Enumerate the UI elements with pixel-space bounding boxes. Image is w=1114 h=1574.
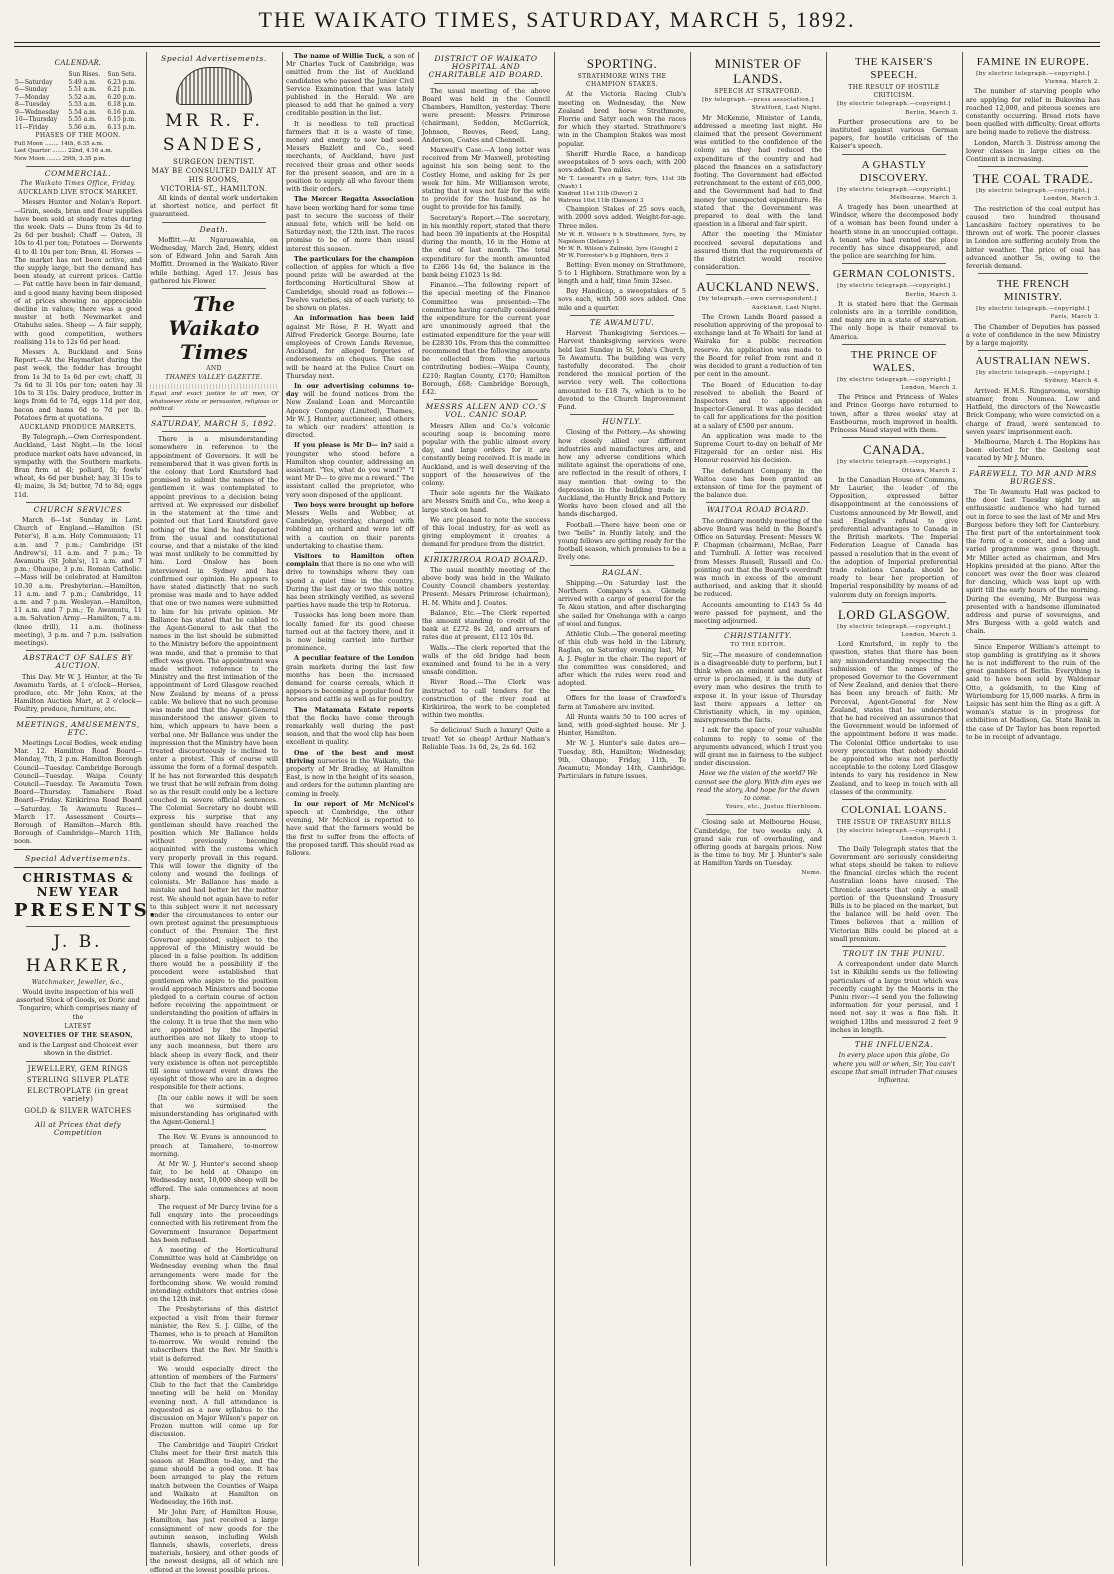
divider [842,344,946,345]
harker-footer: All at Prices that defy Competition [34,1120,122,1137]
divider [162,431,266,432]
calendar-day: 7—Monday [15,93,50,101]
letter-signature: Yours, etc., Justus Hierbloom. [725,804,822,811]
calendar-header-row [14,71,142,79]
special-ads-title: Special Advertisements. [161,54,267,63]
dentist-teeth-illustration [176,67,252,105]
news-item: said a youngster who stood before a Hamilton shop counter, addressing an assistant. "Yes, what do you want?" "I want Mr D— to give me a reward." The assistant called the proprietor, who very soon disposed of the applicant. [286,441,414,499]
divider [26,166,130,167]
calendar-head-cell [14,71,67,79]
australian-heading: AUSTRALIAN NEWS. [975,355,1091,368]
divider [842,946,946,947]
minister-body: After the meeting the Minister received several deputations and assured them that the requirements of the district would receive consideration. [694,230,822,272]
dateline-place: Paris, March 3. [1050,314,1100,321]
loans-heading: COLONIAL LOANS. [841,804,947,817]
divider [434,399,538,400]
news-item: that the flocks have come through remarkably well during the past season, and that the wool clip has been excellent in quality. [286,713,414,747]
calendar-head-cell: Sun Rises. [68,71,101,78]
sunset: 6.16 p.m. [107,108,137,116]
column-7 [830,52,963,1566]
harker-name: J. B. HARKER, [25,931,131,976]
te-awamutu-body: Harvest Thanksgiving Services.—Harvest thanksgiving services were held last Sunday in St. John's Church, Te Awamutu. The building was very tastefully decorated. The choir rendered the musical portion of the service very well. The collections amounted to £18 7s, which is to be devoted to the Church Improvement Fund. [558,329,686,411]
harker-trade: Watchmaker, Jeweller, &c., [31,978,125,986]
news-item: The Rev. W. Evans is announced to preach at Tamahere, to-morrow morning. [150,1133,278,1158]
calendar-day: 8—Tuesday [15,101,51,108]
sunset: 6.18 p.m. [107,101,137,108]
column-5 [558,52,691,1566]
signature: Nemo. [801,869,822,876]
news-lead: The Matamata Estate reports [294,705,414,714]
divider [706,628,810,629]
moon-row: Last Quarter ........ 22nd, 4.16 a.m. [14,148,113,155]
influenza-heading: THE INFLUENZA. [854,1040,934,1050]
german-heading: GERMAN COLONISTS. [832,268,956,281]
news-item: The request of Mr Darcy Irvine for a full enquiry into the proceedings connected with his retirement from the Government Insurance Department has been refused. [150,1202,278,1244]
dateline-place: Auckland, Last Night. [751,304,822,311]
famine-heading: FAMINE IN EUROPE. [976,56,1090,68]
coal-body: The restriction of the coal output has caused two hundred thousand Lancashire factory operatives to be thrown out of work. The poorer classes in London are suffering acutely from the bitter weather. The price of coal has advanced another 5s, owing to the feverish demand. [966,204,1100,271]
race-result: Mr W. R. Wilson's b h Strathmore, 5yrs, by Napoleon (Delaney) 1 [558,231,686,246]
moon-row: New Moon ........ 29th, 3.35 p.m. [14,155,106,162]
calendar-title: CALENDAR. [54,58,102,67]
huntly-body: Closing of the Pottery.—As showing how closely allied our different industries and manufactures are, and how any adverse conditions which militate against the operations of one, are reflected in the result of others, I may mention that owing to the depression in the building trade in Auckland, the Huntly Brick and Pottery Works have been closed and all the hands discharged. [558,428,686,519]
telegraph-line: [by electric telegraph.—copyright.] [976,71,1090,77]
kirikiriroa-item: River Road.—The Clerk was instructed to call tenders for the construction of the river road at Kirikiriroa, the work to be completed within two months. [422,678,550,720]
australian-body: Arrived: H.M.S. Ringarooma, worship steamer, from Noumea. Low and Hatfield, the directors of the Newcastle Brick Company, who were convicted on a charge of fraud, were sentenced to seven years' imprisonment each. [966,386,1100,436]
allen-body: Messrs Allen and Co.'s volcanic scouring soap is becoming more popular with the public almost every day, and large orders for it are constantly being received. It is made in Auckland, and is well deserving of the support of the housewives of the colony. [422,421,550,487]
meetings-body: Meetings Local Bodies, week ending Mar. 12. Hamilton Road Board—Monday, 7th, 2 p.m. Hamilton Borough Council—Tuesday. Cambridge Borough Council—Tuesday. Waipa County Council—Tuesday. Te Awamutu Town Board—Thursday. Tamahere Road Board—Friday. Kirikiriroa Road Board—Saturday. Te Awamutu Races—March 17. Assessment Courts—Borough of Hamilton—March 8th. Borough of Cambridge—March 11th, noon. [14,739,142,846]
list-item: ELECTROPLATE (in great variety) [27,1087,129,1104]
list-item: STERLING SILVER PLATE [26,1075,130,1084]
dentist-address: VICTORIA-ST., HAMILTON. [160,184,268,193]
calendar-row [14,116,142,124]
moon-title: PHASES OF THE MOON. [35,132,121,139]
hospital-item: Finance.—The following report of the special meeting of the Finance Committee was presented:—The committee having carefully considered the expenditure for the current year are unanimously agreed that the estimated expenditure for the year will be £2830 10s. From this the committee recommend that the following amounts be collected from the various contributing bodies:—Waipa County, £210; Raglan County, £170; Hamilton Borough, £68; Cambridge Borough, £42. [422,281,550,396]
death-title: Death. [199,224,229,234]
race-result: Kindred 11st 11lb (Duvcr) 2 [558,190,638,197]
loans-sub: THE ISSUE OF TREASURY BILLS [836,819,952,827]
paper-title: The Waikato Times [168,292,260,365]
minister-sub: SPEECH AT STRATFORD. [714,88,802,95]
sporting-race: Sheriff Hurdle Race, a handicap sweepstakes of 5 sovs each, with 200 sovs added. Two miles. [558,149,686,175]
hospital-item: Maxwell's Case.—A long letter was received from Mr Maxwell, protesting against his son being sent to the Costley Home, and asking for 2s per week for him. Mr Williamson wrote, stating that it was not fair for the wife to provide for the husband, as he ought to provide for his family. [422,146,550,212]
canada-body: In the Canadian House of Commons, Mr Laurier, the leader of the Opposition, expressed bitter disappointment at the concessions of Customs announced by Mr Bowell, and said England's refusal to give preferential advantages to Canada in the British markets. The Imperial Federation League of Canada has passed a resolution that in the event of the adoption of Imperial preferential trade relations Canada should be ready to bear her proportion of Imperial responsibility by means of ad valorem duty on foreign imports. [830,475,958,599]
editorial: There is a misunderstanding somewhere in reference to the appointment of Governors. It will be remembered that it was given forth in the colony that Lord Knutsford had promised to submit the names of the gentlemen it was contemplated to appoint previous to a decision being arrived at. We expressed our disbelief in the statement at the time and pointed out that Lord Knutsford gave nothing of the kind he had departed from the usual and constitutional course, and that a mistake of the kind was most unlikely to be committed by him. Lord Onslow has been interviewed in Sydney and has confirmed our opinion. He appears to have stated distinctly that no such promise was made and to have added that one or two names were submitted to him for his private opinion. Mr Ballance has stated that he cabled to the Agent-General to ask that the names in the list should be submitted to the Ministry before the appointment was made, and that a promise to that effect was given. The appointment was made without reference to the Ministry and the first intimation of the appointment of Lord Glasgow reached New Zealand by means of a press cable. We believe that no such promise was made and that the Agent-General misunderstood the answer given to him, which appears to have been a verbal one. Mr Ballance was under the impression that the Ministry have been treated discourteously is inclined to enter a protest. This of course will assume the form of a formal despatch. If he has not forwarded this despatch we trust that he will refrain from doing so as the result could only be a lecture couched in severe official sentences. The Colonial Secretary no doubt will express his surprise that any gentleman should have reached the position which Mr Ballance holds without previously becoming acquainted with the customs which very properly prevail in this regard. This will lower the dignity of the colony and wound the feelings of colonists. Mr Ballance has made a mistake and had better let the matter rest. We should not again have to refer to this subject were it not necessary under the circumstances to enter our own protest against the presumptuous conduct of the Premier. The first Governor appointed, subject to the approval of the Ministry would be placed in a false position. In addition there would be a possibility if the precedent were established that gentlemen who aspire to the position would approach Ministers and become pledged to a certain course of action before receiving the appointment or understanding the position of affairs in the colony. It is true that the men who are appointed by the Imperial authorities are not likely to stoop to any such meanness, but there are black sheep in every flock, and their very existence is often not perceptible till some untoward event draws the eyesight of those who are in a degree responsible for their actions. [150,435,278,1092]
telegraph-line: [by electric telegraph.—copyright.] [976,306,1090,313]
news-item: grain markets during the last few months has been the increased demand for coarse cereals, which it appears is becoming a popular food for horses and cattle as well as for poultry. [286,662,414,704]
list-item: GOLD & SILVER WATCHES [24,1106,132,1115]
news-item: We would especially direct the attention of members of the Farmers' Club to the fact that the Cambridge meeting will be held on Monday evening next. A full attendance is requested as a new syllabus to the discussion on Major Wilson's paper on Frozen mutton will come up for discussion. [150,1364,278,1439]
news-item: Tussocks has long been more than locally famed for its good cheese turned out at the factory there, and it is now being carried into further prominence. [286,611,414,653]
australian-body: Melbourne, March 4. The Hopkins has been elected for the Geelong seat vacated by Mr J. Munro. [966,437,1100,463]
calendar-day: 9—Wednesday [15,108,60,116]
raglan-body: Athletic Club.—The general meeting of this club was held in the Library, Raglan, on Saturday evening last, Mr A. J. Pegler in the chair. The report of the committee was considered, and after which the rules were read and adopted. [558,630,686,688]
column-2 [150,52,283,1574]
calendar-row [14,109,142,117]
news-item: against Mr Rose, P. H. Wyatt and Alfred Frederick George Bourne, late employees of Crown Lands Revenue, Auckland, for alleged forgeries of endorsements on cheques. The case will be heard at the Police Court on Thursday next. [286,322,414,380]
masthead-rule-2 [14,46,1100,47]
column-8 [966,52,1100,1566]
ghastly-body: A tragedy has been unearthed at Windsor, where the decomposed body of a woman has been found under a hearth stone in an unoccupied cottage. A tenant who had rented the place recently has since disappeared, and the police are searching for him. [830,203,958,261]
auckland-stock-title: AUCKLAND LIVE STOCK MARKET. [18,189,138,197]
waitoa-body: Accounts amounting to £143 5s 4d were passed for payment, and the meeting adjourned. [694,600,822,625]
divider [26,650,130,651]
news-item: have been working hard for some time past to secure the success of their annual fete, which will be held on Saturday next, the 12th inst. The races promise to be of more than usual interest this season. [286,203,414,253]
news-lead: A peculiar feature of the London [294,654,414,663]
dateline: SATURDAY, MARCH 5, 1892. [151,419,277,429]
kirikiriroa-item: Walls.—The clerk reported that the walls of the old bridge had been examined and found to be in a very unsafe condition. [422,643,550,677]
divider [162,416,266,417]
special-ads-box [14,849,142,868]
news-item: Messrs Wells and Webber, at Cambridge, yesterday, charged with robbing an orchard and were let off with a caution on their parents undertaking to chastise them. [286,508,414,550]
dentist-line: MAY BE CONSULTED DAILY AT HIS ROOMS, [151,167,277,184]
sunrise: 5.54 a.m. [68,108,97,116]
trout-body: A correspondent under date March 1st in Kihikihi sends us the following particulars of a large trout which was recently caught by the Maoris in the Puniu river:—I send you the following information for your perusal, and I need not say it was a fine fish. It weighed 13lbs and measured 2 feet 9 inches in length. [830,960,958,1034]
divider [842,602,946,603]
divider [842,1037,946,1038]
dentist-name: MR R. F. SANDES, [162,111,266,156]
news-item: The Presbyterians of this district expected a visit from their former minister, the Rev. S. J. Gillie, of the Thames, who is to preach at Hamilton to-morrow. We would remind the subscribers that the Rev. Mr Smith's visit is deferred. [150,1305,278,1363]
column-4 [422,52,555,1566]
masthead [0,0,1114,40]
race-result: Mr T. Leonard's ch g Satyr, 6yrs, 11st 3lb (Nash) 1 [558,176,686,190]
news-item: a son of Mr Charles Tuck of Cambridge, was omitted from the list of Auckland candidates who passed the Junior Civil Service Examination that was lately published in the Herald. We are pleased to add that he gained a very creditable position in the list. [286,52,414,118]
news-lead: In our report of Mr McNicol's [294,799,414,808]
minister-heading: MINISTER OF LANDS. [714,56,802,86]
christianity-poem: Have we the vision of the world? We cannot see the glory. With dim eyes we read the story, And hope for the dawn to come. [694,769,822,803]
news-item: At Mr W. J. Hunter's second sheep fair, to be held at Ohaupo on Wednesday next, 10,000 sheep will be offered. The sale commences at noon sharp. [150,1159,278,1201]
sunset: 6.21 p.m. [107,86,137,93]
dateline-place: Berlin, March 3. [905,291,958,298]
french-body: The Chamber of Deputies has passed a vote of confidence in the new Ministry by a large majority. [966,322,1100,348]
christianity-letter: Sir,—The measure of condemnation is a disagreeable duty to perform, but I think when an eminent and manifest error is proclaimed, it is the duty of every man who desires the truth to expose it. In your issue of Thursday last there appears a letter on Christianity which, in my opinion, misrepresents the facts. [694,650,822,725]
local-notice: Mr W. J. Hunter's sale dates are—Tuesday, 8th, Hamilton; Wednesday, 9th, Ohaupo; Friday, 11th, Te Awamutu; Monday 14th, Cambridge. Particulars in future issues. [558,739,686,781]
divider [978,350,1088,351]
telegraph-line: [by electric telegraph.—copyright.] [837,376,951,383]
farewell-heading: FAREWELL TO MR AND MRS BURGESS. [969,468,1097,486]
kirikiriroa-heading: KIRIKIRIROA ROAD BOARD. [423,554,549,564]
divider [26,717,130,718]
sporting-heading: SPORTING. [586,56,658,71]
auckland-stock-body: Messrs Hunter and Nolan's Report.—Grain, seeds, bran and flour supplies have been sold at steady rates during the week. Oats — Duns from 2s 4d to 2s 6d per bushel; Chaff — Oaten, 3l 10s to 4l per ton; Potatoes — Derwents 4l to 4l 10s per ton; Bran, 4l. Horses — The market has not been active, and the supply large, but the demand has been steady, at current prices. Cattle — Fat cattle have been in fair demand, and a good many having been disposed of at prices showing no appreciable decline in values; there was a good muster at both Newmarket and Otahuhu sales. Sheep — A fair supply, with good competition, wethers realising 11s to 12s 6d per head. [14,198,142,346]
special-ads-title: Special Advertisements. [25,853,131,863]
dentist-title: SURGEON DENTIST. [172,158,256,167]
divider [842,154,946,155]
glasgow-body: Lord Knutsford, in reply to the question, states that there has been any misunderstanding respecting the submission of the names of the proposed Governor to the Government of New Zealand, and denies that there has been any breach of faith. Mr Perceval, Agent-General for New Zealand, states that he understood that he had received an assurance that the Government would be informed of the appointment before it was made. The Colonial Office undertake to use every precaution that nobody should be appointed who was not perfectly acceptable to the colony. Lord Glasgow intends to vary his residence in New Zealand, and to keep in touch with all classes of the community. [830,640,958,796]
divider [706,274,810,275]
divider [26,926,130,927]
sunrise: 5.49 a.m. [68,78,97,86]
church-title: CHURCH SERVICES [33,504,123,514]
hospital-body: The usual meeting of the above Board was held in the Council Chambers, Hamilton, yesterday. There were present: Messrs Primrose (chairman), Seddon, McGarrick, Johnson, Reeves, Reed, Lang, Anderson, Coates and Chennell. [422,86,550,144]
te-awamutu-heading: TE AWAMUTU. [589,317,655,327]
divider [978,273,1088,274]
dateline-place: London, March 3. [901,631,958,638]
telegraph-line: [by electric telegraph.—copyright.] [976,370,1090,377]
auckland-news-heading: AUCKLAND NEWS. [696,279,820,295]
news-lead: The name of Willie Tuck, [294,52,386,60]
telegraph-line: [by electric telegraph.—copyright.] [837,186,951,193]
divider [842,799,946,800]
kaiser-heading: THE KAISER'S SPEECH. [855,56,933,81]
telegraph-line: [by electric telegraph.—copyright.] [837,623,951,630]
editorial-note: [In our cable news it will be seen that we surmised the misunderstanding has originated with the Agent-General.] [150,1093,278,1127]
news-lead: An information has been laid [294,314,414,323]
abstract-title: ABSTRACT OF SALES BY AUCTION. [23,653,133,671]
news-item: The Cambridge and Taupiri Cricket Clubs meet for their first match this season at Hamilton to-day, and the game should be a good one. It has been arranged to play the return match between the Counties of Waipa and Waikato at Hamilton on Wednesday, the 16th inst. [150,1440,278,1507]
glasgow-heading: LORD GLASGOW. [837,606,951,622]
paper-and: AND [206,365,222,373]
news-item: will be found notices from the New Zealand Loan and Mercantile Agency Company (Limited), Thames, Mr W. J. Hunter, auctioneer, and others to which our readers' attention is directed. [286,390,414,440]
harker-body: Would invite inspection of his well assorted Stock of Goods, ex Doric and Tongariro, which comprises many of the [16,988,140,1021]
calendar-row [14,79,142,87]
telegraph-line: [by electric telegraph.—copyright.] [837,828,951,835]
ghastly-heading: A GHASTLY DISCOVERY. [859,158,929,184]
influenza-poem: In every place upon this globe, Go where you will or when, Sir, You can't escape that small intruder That causes influenza. [830,1051,958,1084]
divider [842,263,946,264]
french-heading: THE FRENCH MINISTRY. [996,278,1070,304]
sunrise: 5.52 a.m. [68,93,97,101]
news-item: collection of apples for which a five pound prize will be awarded at the forthcoming Horticultural Show at Cambridge, should read as follows:—Twelve varieties, six of each variety, to be shown on plates. [286,263,414,313]
dateline-place: Berlin, March 3. [905,109,958,116]
divider [570,565,674,566]
presents-heading: PRESENTS. [14,899,159,921]
christianity-letter: I ask for the space of your valuable columns to reply to some of the arguments advanced, which I trust you will grant me in fairness to the subject under discussion. [694,726,822,768]
divider [26,502,130,503]
news-item: It is needless to tell practical farmers that it is a waste of time, money and energy to sow bad seed. Messrs Hazlett and Co., seed merchants, of Auckland, have just received their grass and other seeds for the present season, and are in a position to supply all who favour them with their orders. [286,119,414,194]
church-body: March 6—1st Sunday in Lent. Church of England.—Hamilton (St Peter's), 8 a.m. Holy Communion; 11 a.m. and 7 p.m.; Cambridge (St Andrew's), 11 a.m. and 7 p.m.; Te Awamutu (St John's), 11 a.m. and 7 p.m.; Ohaupo, 3 p.m. Roman Catholic.—Mass will be celebrated at Hamilton 10.30 a.m. Presbyterian.—Hamilton, 11 a.m. and 7 p.m.; Cambridge, 11 a.m. and 7 p.m. Wesleyan.—Hamilton, 11 a.m. and 7 p.m.; Te Awamutu, 11 a.m. Salvation Army.—Hamilton, 7 a.m. (knee drill), 11 a.m. (holiness meeting), 3 p.m. and 7 p.m. (salvation meetings). [14,515,142,647]
raglan-body: Shipping.—On Saturday last the Northern Company's s.s. Glenelg arrived with a cargo of general for the Te Akau station, and after discharging she sailed for Onehunga with a cargo of wool and fungus. [558,578,686,628]
telegraph-line: [by electric telegraph.—copyright.] [837,283,951,290]
sporting-race: Bay Handicap, a sweepstakes of 5 sovs each, with 500 sovs added. One mile and a quarter. [558,287,686,312]
christianity-sub: TO THE EDITOR. [730,642,786,649]
calendar-row [14,86,142,94]
sporting-race: Champion Stakes of 25 sovs each, with 2000 sovs added. Weight-for-age. Three miles. [558,205,686,230]
telegraph-line: [by telegraph.—own correspondent.] [699,296,817,303]
column-6 [694,52,827,1566]
masthead-rule [14,42,1100,43]
race-result: Watrous 10st 11lb (Dawson) 3 [558,198,644,205]
novelties: NOVELTIES OF THE SEASON, [22,1032,134,1040]
dateline-place: Melbourne, March 3. [890,194,958,201]
calendar-row [14,101,142,109]
divider [162,1129,266,1130]
paper-sub: THAMES VALLEY GAZETTE. [165,374,263,382]
allen-body: Their sole agents for the Waikato are Messrs Smith and Co., who keep a large stock on hand. [422,489,550,514]
sunrise: 5.53 a.m. [68,101,97,108]
news-item: nurseries in the Waikato, the property of Mr Bradley, at Hamilton East, is now in the height of its season, and orders for the autumn planting are coming in freely. [286,756,414,798]
divider [706,814,810,815]
calendar-day: 11—Friday [15,123,49,131]
sunrise: 5.51 a.m. [68,86,97,93]
divider [570,690,674,691]
xmas-title: CHRISTMAS & NEW YEAR [22,870,134,899]
calendar-row [14,124,142,132]
divider [978,466,1088,467]
telegraph-line: [by electric telegraph.—copyright.] [837,101,951,108]
news-item: that there is no one who will drive to townships where they can spend a quiet time in the country. During the last day or two this notice has been strikingly verified, as several parties have made the trip to Rotorua. [286,560,414,610]
dentist-body: All kinds of dental work undertaken at shortest notice, and perfect fit guaranteed. [150,194,278,219]
coal-heading: THE COAL TRADE. [972,171,1094,187]
divider [706,502,810,503]
misc-items: Since Emperor William's attempt to stop gambling is gratifying as it shows he is not indifferent to the ruin of the great gamblers of Berlin. Everything is said to have been sold by Waldemar Otto, a goldsmith, to the King of Würtemburg for 15,000 marks. A firm in Leipsic has sent him the Ring as a gift. A woman's statue is in progress for exhibition at Madison, Ga. State Bank in the case of Dr Taylor has been reported to be in receipt of advantage. [966,642,1100,741]
farewell-body: The Te Awamutu Hall was packed to the door last Tuesday night by an enthusiastic audience who had turned out in force to see the last of Mr and Mrs Burgess before they left for Canterbury. The first part of the entertainment took the form of a concert, and a long and varied programme was gone through. Mr Miller acted as chairman, and Mrs Hopkins presided at the piano. After the concert was over the floor was cleared for dancing, which was kept up with spirit till the early hours of the morning. During the evening, Mr Burgess was presented with a handsome illuminated address and purse of sovereigns, and Mrs Burgess with a gold watch and chain. [966,487,1100,636]
kaiser-body: Further prosecutions are to be instituted against various German papers, for hostile criticism of the Kaiser's speech. [830,117,958,151]
dateline-place: Ottawa, March 2. [901,467,958,474]
divider [162,288,266,289]
divider [162,222,266,223]
prince-body: The Prince and Princess of Wales and Prince George have returned to town, after a three weeks' stay at Eastbourne, much improved in health. Princess Maud stayed with them. [830,393,958,435]
waitoa-body: The ordinary monthly meeting of the above Board was held in the Board's Office on Saturday. Present: Messrs W. F. Chapman (chairman), McRae, Parr and Turnbull. A letter was received from Messrs Russell, Russell and Co. pointing out that the Board's overdraft was much in excess of the amount authorised, and asking that it should be reduced. [694,516,822,599]
huntly-heading: HUNTLY. [602,417,642,427]
waitoa-heading: WAITOA ROAD BOARD. [706,505,810,515]
divider [434,552,538,553]
ornament-bar [150,384,278,389]
dateline-place: London, March 3. [901,385,958,392]
telegraph-line: [by telegraph.—press association.] [702,97,814,104]
news-item: speech at Cambridge, the other evening, Mr McNicol is reported to have said that the farmers would be the first to suffer from the effects of the proposed tariff. This should read as follows. [286,808,414,858]
produce-body: By Telegraph.—Own Correspondent. Auckland, Last Night.—In the local produce market oats have advanced, in sympathy with the Southern markets. Bran firm at 4l; pollard, 5l; fowls' wheat, 4s 6d per bushel; hay, 3l 15s to 4l; maize, 3s 3d; butter, 7d to 8d; eggs 11d. [14,433,142,499]
dateline-place: London, March 3. [901,836,958,843]
divider [570,315,674,316]
commercial-sub: The Waikato Times Office, Friday. [20,180,136,188]
calendar-head-cell: Sun Sets. [107,71,137,78]
produce-title: AUCKLAND PRODUCE MARKETS. [19,423,137,431]
auckland-news-body: The defendant Company in the Waitoa case has been granted an extension of time for the payment of the balance due. [694,466,822,500]
calendar-day: 5—Saturday [15,78,53,86]
column-1 [14,52,159,1566]
latest: LATEST [64,1022,92,1030]
buckland-report: Messrs A. Buckland and Sons Report.—At the Haymarket during the past week, the fodder has brought from 1s 3d to 1s 6d per cwt; chaff, 3l 7s 6d to 3l 10s per ton; oaten hay 3l 10s to 3l 15s. Dairy produce, butter in kegs from 6d to 7d, eggs 11d per doz, bacon and hams 6d to 7d per lb. Potatoes firm at quotations. [14,348,142,422]
divider [978,639,1088,640]
news-lead: In our advertising columns to-day [286,381,414,399]
news-lead: The Mercer Regatta Association [294,195,414,204]
kaiser-sub: THE RESULT OF HOSTILE CRITICISM. [848,84,940,100]
motto: Equal and exact justice to all men, Of whatsoever state or persuasion, religious or political. [150,391,278,412]
news-lead: The particulars for the champion [294,254,414,263]
loans-body: The Daily Telegraph states that the Government are seriously considering what steps should be taken to relieve the financial circles which the recent Australian loans have caused. The Chronicle asserts that only a small portion of the Queensland Treasury Bills is to be placed on the market, but the balance will be held over. The Times believes that a million of Victorian Bills could be placed at a small premium. [830,844,958,943]
sunrise: 5.56 a.m. [68,123,97,131]
sunset: 6.23 p.m. [107,78,137,86]
hospital-item: Secretary's Report.—The secretary, in his monthly report, stated that there had been 39 inpatients at the Hospital during the month, 16 in the Home at the end of last month. The total expenditure for the month amounted to £266 14s 6d, the balance in the bank being £1023 1s 8d. [422,213,550,280]
news-item: Mr John Parr, of Hamilton House, Hamilton, has just received a large consignment of new goods for the autumn season, including Welsh flannels, shawls, coverlets, dress materials, hosiery, and other goods of the newest designs, all of which are offered at the lowest possible prices. [150,1508,278,1574]
famine-body: London, March 3. Distress among the lower classes in large cities on the Continent is increasing. [966,138,1100,164]
minister-body: Mr McKenzie, Minister of Lands, addressed a meeting last night. He claimed that the present Government was entitled to the confidence of the colony as they had reduced the expenditure of the country and had placed the finances on a satisfactory footing. The Government had effected retrenchment to the extent of £65,000, and the Government had had to find money for unexpected expenditure. He stated that the Government was prepared to deal with the land question in a liberal and fair spirit. [694,113,822,229]
calendar-row [14,94,142,102]
calendar-day: 6—Sunday [15,86,48,93]
local-notice: Offers for the lease of Crawford's farm at Tamahere are invited. [558,694,686,711]
sunset: 6.20 p.m. [107,93,137,101]
german-body: It is stated here that the German colonists are in a terrible condition, and many are in a state of starvation. The only hope is their removal to America. [830,299,958,341]
sporting-intro: At the Victoria Racing Club's meeting on Wednesday, the New Zealand bred horse Strathmore, Florrie and Satyr each won the races for which they started. Strathmore's win in the Champion Stakes was most popular. [558,90,686,148]
news-lead: If you please is Mr D— in? [294,441,392,450]
tea-advert: So delicious! Such a luxury! Quite a treat! Yet so cheap! Arthur Nathan's Reliable Teas. 1s 6d, 2s, 2s 6d. 162 [422,726,550,751]
raglan-heading: RAGLAN. [601,567,643,577]
moon-row: Full Moon ........ 14th, 6.35 a.m. [14,141,104,148]
abstract-body: This Day. Mr W. J. Hunter, at the Te Awamutu Yards, at 1 o'clock—Horses, produce, etc. Mr John Knox, at the Hamilton Auction Mart, at 2 o'clock—Poultry, produce, furniture, etc. [14,672,142,714]
dateline-place: Vienna, March 2. [1044,79,1100,86]
calendar-table [14,71,142,131]
divider [26,1061,130,1062]
sunset: 6.15 p.m. [107,116,137,123]
prince-heading: THE PRINCE OF WALES. [850,348,938,374]
race-result: Mr W. R. Wilson's Zalinski, 3yrs (Gough) 2 [558,246,678,253]
telegraph-line: [by electric telegraph.—copyright.] [976,188,1090,195]
divider [570,414,674,415]
allen-body: We are pleased to note the success of this local industry, for as well as giving employment it creates a demand for produce from the district. [422,515,550,549]
closing-sale: Closing sale at Melbourne House, Cambridge, for two weeks only. A grand sale run of overhauling, and offering goods at bargain prices. Now is the time to buy. Mr J. Hunter's sale at Hamilton Yards on Tuesday. [694,818,822,868]
stock-line: and is the Largest and Choicest ever shown in the district. [18,1041,138,1058]
dateline-place: London, March 3. [1043,196,1100,203]
meetings-title: MEETINGS, AMUSEMENTS, ETC. [16,719,140,737]
kirikiriroa-item: Balance, Etc.—The Clerk reported the amount standing to credit of the bank at £272 8s 2d, and arrears of rates due at present, £112 10s 8d. [422,608,550,642]
column-3 [286,52,419,1566]
news-lead: Two boys were brought up before [294,500,414,509]
commercial-title: COMMERCIAL. [44,168,112,178]
hospital-board-heading: DISTRICT OF WAIKATO HOSPITAL AND CHARITABLE AID BOARD. [428,54,544,80]
list-item: JEWELLERY, GEM RINGS [27,1064,129,1073]
masthead-title: THE WAIKATO TIMES, SATURDAY, MARCH 5, 1892. [258,7,856,32]
dateline-place: Sydney, March 4. [1044,378,1100,385]
death-body: Moffitt.—At Ngaruawahia, on Wednesday, March 2nd, Henry, eldest son of Edward John and Sarah Ann Moffitt. Drowned in the Waikato River while bathing. Aged 17. Jesus has gathered his Flower. [150,235,278,285]
huntly-body: Football.—There have been one or two "bells" in Huntly lately, and the young fellows are getting ready for the football season, which promises to be a lively one. [558,520,686,562]
auckland-news-body: An application was made to the Supreme Court to-day on behalf of Mr Fitzgerald for an order nisi. His Honour reserved his decision. [694,431,822,465]
canada-heading: CANADA. [862,442,926,458]
sporting-betting: Betting: Even money on Strathmore, 5 to 1 Highborn. Strathmore won by a length and a half, time 5min 32sec. [558,260,686,286]
sunrise: 5.55 a.m. [68,116,97,123]
dateline-place: Stratford, Last Night. [751,105,822,112]
divider [978,166,1088,167]
news-lead: Visitors to Hamilton often complain [286,551,414,569]
trout-heading: TROUT IN THE PUNIU. [843,949,945,959]
telegraph-line: [by electric telegraph.—copyright.] [837,459,951,466]
local-notice: All Hunts wants 50 to 100 acres of land, with good-sighted house. Mr J. Hunter, Hamilton. [558,712,686,738]
sunset: 6.13 p.m. [107,123,137,131]
sporting-sub: STRATHMORE WINS THE CHAMPION STAKES. [577,73,667,89]
allen-heading: MESSRS ALLEN AND CO.'S VOL. CANIC SOAP. [425,402,547,420]
kirikiriroa-body: The usual monthly meeting of the above body was held in the Waikato County Council chambers yesterday. Present: Messrs Primrose (chairman), H. M. White and J. Coates. [422,565,550,607]
christianity-heading: CHRISTIANITY. [723,631,793,641]
divider [434,83,538,84]
auckland-news-body: The Crown Lands Board passed a resolution approving of the proposal to exchange land at Te Whaiti for land at Wairaka for a public recreation reserve. An application was made to the Board for relief from rent and it was decided to grant a reduction of ten per cent in the amount. [694,312,822,379]
news-item: A meeting of the Horticultural Committee was held at Cambridge on Wednesday evening when the final arrangements were made for the forthcoming show. We would remind intending exhibitors that entries close on the 12th inst. [150,1245,278,1304]
divider [434,722,538,723]
news-lead: One of the best and most thriving [286,748,414,765]
race-result: Mr W. Forrester's b g Highborn, 6yrs 3 [558,253,669,260]
divider [842,437,946,438]
auckland-news-body: The Board of Education to-day resolved to abolish the Board of Inspectors and to appoint an Inspector-General. It was also decided to call for applications for the position at a salary of £500 per annum. [694,380,822,430]
famine-body: The number of starving people who are applying for relief in Bukovina has reached 12,000, and piteous scenes are constantly occurring. Bread riots have been quelled with difficulty. Great efforts are being made to relieve the distress. [966,87,1100,137]
calendar-day: 10—Thursday [15,116,58,123]
